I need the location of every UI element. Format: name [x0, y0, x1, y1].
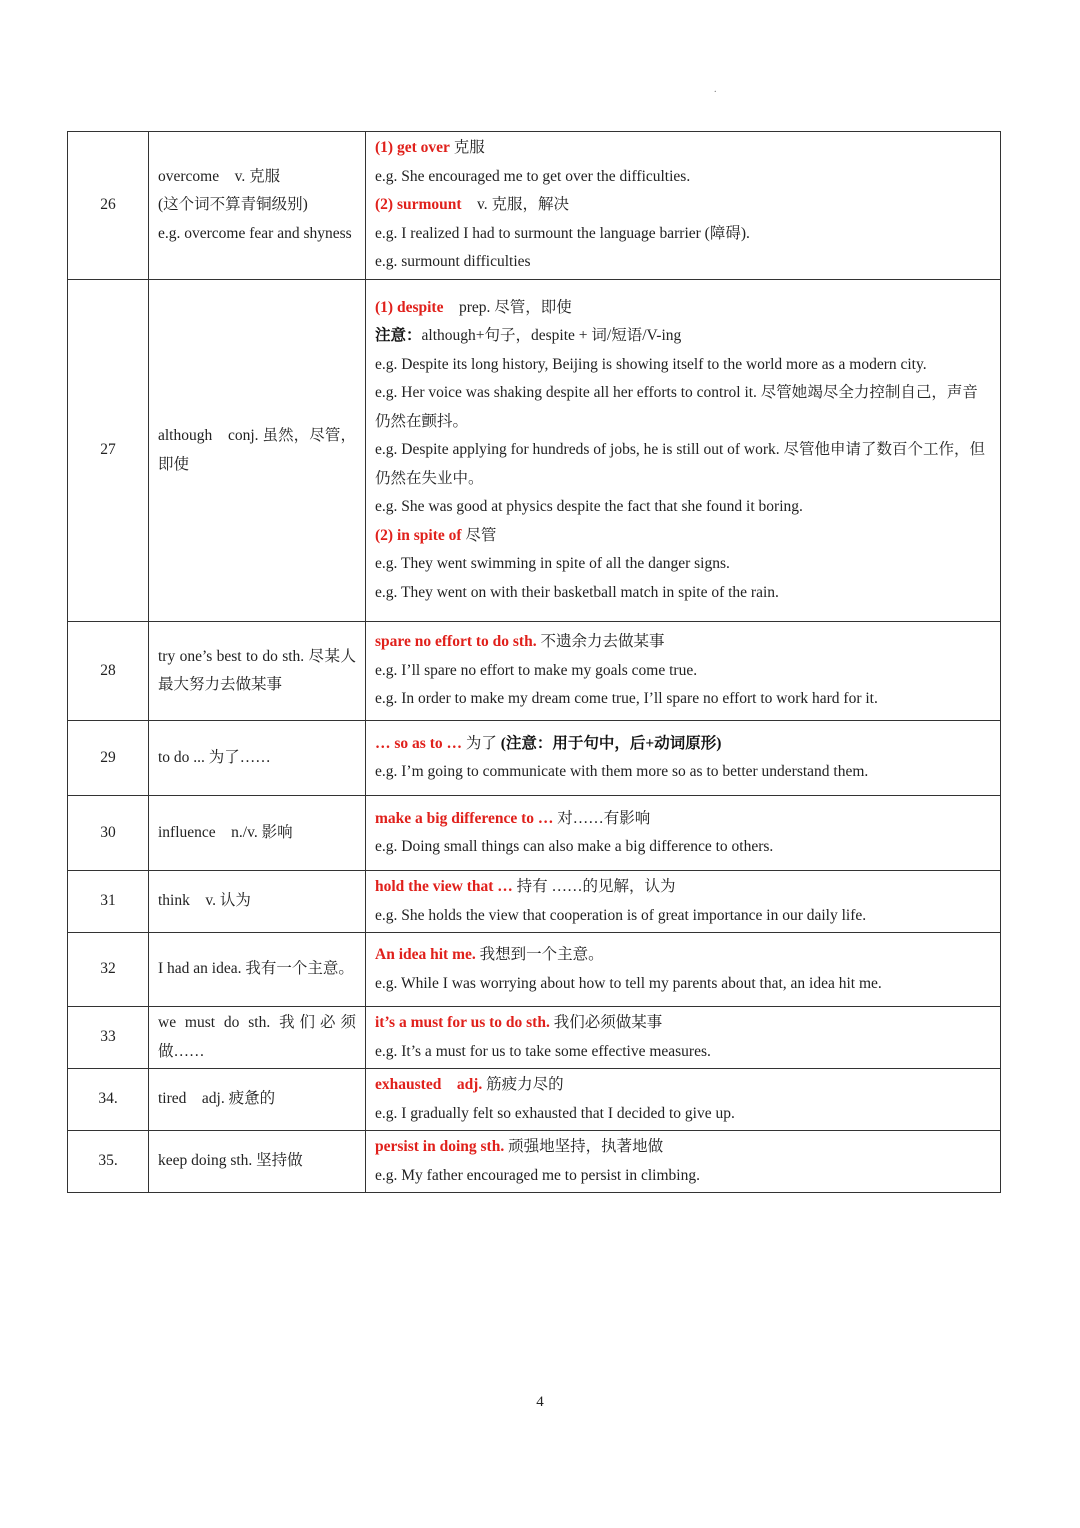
explanation-text: 顽强地坚持，执著地做	[504, 1138, 664, 1155]
explanation-text: e.g. I gradually felt so exhausted that I decided to give up.	[375, 1104, 735, 1122]
expression-line	[375, 805, 991, 834]
row-number: 32	[68, 933, 149, 1007]
expression-line	[375, 522, 991, 551]
vocab-word-line: keep doing sth. 坚持做	[158, 1152, 303, 1170]
expression-cell	[366, 871, 1001, 933]
expression-cell	[366, 1131, 1001, 1193]
table-row	[68, 280, 1001, 622]
expression-line	[375, 493, 991, 522]
table-row	[68, 132, 1001, 280]
explanation-text: e.g. surmount difficulties	[375, 253, 531, 271]
expression-line	[375, 550, 991, 579]
explanation-text: e.g. I realized I had to surmount the language barrier (障碍).	[375, 224, 750, 242]
highlight-phrase: persist in doing sth.	[375, 1138, 505, 1155]
expression-cell	[366, 1007, 1001, 1069]
explanation-text: e.g. While I was worrying about how to tell my parents about that, an idea hit me.	[375, 974, 882, 992]
vocab-word-cell	[149, 871, 366, 933]
explanation-text: e.g. Despite its long history, Beijing is showing itself to the world more as a modern city.	[375, 355, 927, 373]
explanation-text: prep. 尽管，即使	[443, 298, 572, 316]
highlight-phrase: … so as to …	[375, 734, 462, 752]
expression-line	[375, 941, 991, 970]
highlight-phrase: hold the view that …	[375, 878, 513, 895]
explanation-text: 筋疲力尽的	[482, 1076, 564, 1093]
table-row	[68, 1007, 1001, 1069]
expression-line	[375, 970, 991, 999]
highlight-phrase: (1) get over	[375, 139, 450, 157]
explanation-text: e.g. I’ll spare no effort to make my goals come true.	[375, 661, 698, 679]
expression-line	[375, 134, 991, 163]
explanation-text: 克服	[449, 139, 485, 157]
vocab-word-line: I had an idea. 我有一个主意。	[158, 960, 354, 978]
page-number: 4	[536, 1394, 544, 1410]
expression-line	[375, 220, 991, 249]
expression-line	[375, 351, 991, 380]
explanation-text: e.g. Doing small things can also make a big difference to others.	[375, 838, 774, 855]
vocab-word-cell	[149, 132, 366, 280]
explanation-text: 为了	[461, 734, 501, 752]
explanation-text: 持有 ……的见解，认为	[512, 878, 676, 895]
highlight-phrase: (2) in spite of	[375, 526, 462, 544]
table-row	[68, 933, 1001, 1007]
vocab-word-line: try one’s best to do sth. 尽某人最大努力去做某事	[158, 647, 356, 693]
explanation-text: e.g. My father encouraged me to persist in climbing.	[375, 1166, 700, 1184]
expression-line	[375, 1071, 991, 1100]
row-number: 26	[68, 132, 149, 280]
table-body	[68, 132, 1001, 1193]
vocab-word-cell	[149, 933, 366, 1007]
explanation-text: e.g. She was good at physics despite the fact that she found it boring.	[375, 498, 803, 516]
vocab-word-cell	[149, 1069, 366, 1131]
vocab-word-line: influence n./v. 影响	[158, 823, 293, 841]
table-row	[68, 871, 1001, 933]
row-number: 27	[68, 280, 149, 622]
expression-line	[375, 248, 991, 277]
explanation-text: v. 克服，解决	[461, 196, 570, 214]
explanation-text: although+句子，despite + 词/短语/V-ing	[421, 327, 682, 345]
vocab-word-cell	[149, 622, 366, 721]
expression-line	[375, 1009, 991, 1038]
explanation-text: 我想到一个主意。	[475, 946, 604, 963]
vocab-word-line: (这个词不算青铜级别)	[158, 196, 308, 214]
row-number: 35.	[68, 1131, 149, 1193]
explanation-text: e.g. She holds the view that cooperation is of great importance in our daily life.	[375, 906, 867, 924]
expression-cell	[366, 280, 1001, 622]
vocab-word-cell	[149, 280, 366, 622]
vocab-word-line: we must do sth. 我们必须做……	[158, 1014, 356, 1060]
explanation-text: e.g. They went swimming in spite of all the danger signs.	[375, 555, 730, 573]
expression-line	[375, 833, 991, 862]
explanation-text: e.g. Her voice was shaking despite all her efforts to control it. 尽管她竭尽全力控制自己，声音仍然在颤抖。	[375, 384, 978, 430]
explanation-text: e.g. It’s a must for us to take some effective measures.	[375, 1042, 711, 1060]
expression-cell	[366, 622, 1001, 721]
table-row	[68, 1069, 1001, 1131]
highlight-phrase: (1) despite	[375, 298, 444, 316]
explanation-text: 尽管	[461, 526, 497, 544]
vocab-word-line: overcome v. 克服	[158, 167, 281, 185]
expression-line	[375, 730, 991, 759]
note-text: (注意：用于句中，后+动词原形)	[500, 734, 722, 752]
expression-line	[375, 1133, 991, 1162]
expression-cell	[366, 933, 1001, 1007]
highlight-phrase: make a big difference to …	[375, 809, 554, 827]
expression-line	[375, 685, 991, 714]
expression-line	[375, 657, 991, 686]
note-label: 注意：	[375, 327, 422, 345]
expression-line	[375, 758, 991, 787]
vocab-word-cell	[149, 1131, 366, 1193]
highlight-phrase: An idea hit me.	[375, 946, 476, 963]
vocab-word-line: to do ... 为了……	[158, 748, 271, 766]
row-number: 33	[68, 1007, 149, 1069]
highlight-phrase: spare no effort to do sth.	[375, 633, 537, 651]
highlight-phrase: it’s a must for us to do sth.	[375, 1014, 550, 1031]
row-number: 34.	[68, 1069, 149, 1131]
expression-line	[375, 191, 991, 220]
expression-line	[375, 1038, 991, 1067]
vocab-word-line: e.g. overcome fear and shyness	[158, 224, 352, 242]
table-row	[68, 1131, 1001, 1193]
expression-cell	[366, 1069, 1001, 1131]
vocab-word-line: although conj. 虽然，尽管，即使	[158, 427, 356, 473]
row-number: 31	[68, 871, 149, 933]
explanation-text: e.g. She encouraged me to get over the difficulties.	[375, 167, 691, 185]
expression-cell	[366, 132, 1001, 280]
table-row	[68, 721, 1001, 796]
expression-line	[375, 579, 991, 608]
expression-cell	[366, 796, 1001, 871]
vocab-word-cell	[149, 721, 366, 796]
expression-line	[375, 1162, 991, 1191]
explanation-text: e.g. In order to make my dream come true, I’ll spare no effort to work hard for it.	[375, 690, 878, 708]
row-number: 29	[68, 721, 149, 796]
vocab-word-line: tired adj. 疲惫的	[158, 1090, 276, 1108]
highlight-phrase: exhausted adj.	[375, 1076, 483, 1093]
expression-line	[375, 1100, 991, 1129]
vocab-word-cell	[149, 796, 366, 871]
explanation-text: 我们必须做某事	[549, 1014, 663, 1031]
explanation-text: e.g. Despite applying for hundreds of jobs, he is still out of work. 尽管他申请了数百个工作，但仍然在失业中。	[375, 441, 986, 487]
highlight-phrase: (2) surmount	[375, 196, 462, 214]
expression-line	[375, 628, 991, 657]
expression-line	[375, 873, 991, 902]
expression-line	[375, 322, 991, 351]
expression-line	[375, 902, 991, 931]
explanation-text: e.g. I’m going to communicate with them more so as to better understand them.	[375, 763, 869, 780]
expression-line	[375, 163, 991, 192]
row-number: 30	[68, 796, 149, 871]
explanation-text: 对……有影响	[553, 809, 651, 827]
vocab-word-line: think v. 认为	[158, 892, 251, 910]
expression-line	[375, 294, 991, 323]
explanation-text: e.g. They went on with their basketball match in spite of the rain.	[375, 583, 779, 601]
expression-cell	[366, 721, 1001, 796]
table-row	[68, 796, 1001, 871]
explanation-text: 不遗余力去做某事	[536, 633, 665, 651]
vocabulary-table	[67, 131, 1001, 1193]
expression-line	[375, 379, 991, 436]
expression-line	[375, 436, 991, 493]
vocab-word-cell	[149, 1007, 366, 1069]
header-mark: .	[714, 84, 717, 95]
table-row	[68, 622, 1001, 721]
row-number: 28	[68, 622, 149, 721]
